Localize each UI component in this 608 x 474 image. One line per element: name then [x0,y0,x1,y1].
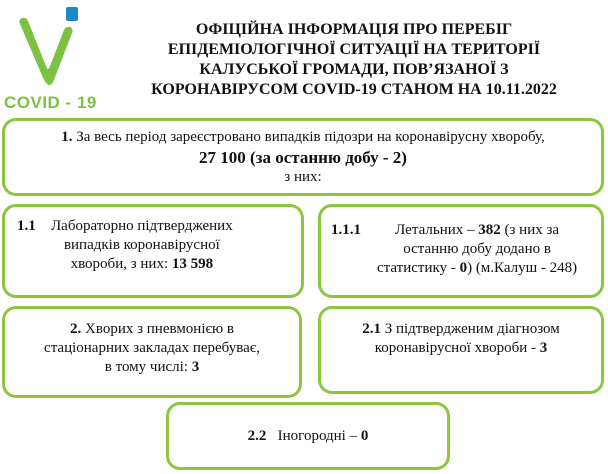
covid-v-logo-icon [12,2,92,92]
lab-confirmed-text: Лабораторно підтверджених [51,218,233,234]
total-cases-value: 27 100 (за останню добу - 2) [199,148,407,167]
title-line: КОРОНАВІРУСОМ COVID-19 СТАНОМ НА 10.11.2022 [151,81,557,98]
item-number: 2.1 [362,321,381,337]
item-number: 1.1.1 [331,222,361,238]
covid-logo [2,2,102,114]
lab-confirmed-box [2,204,304,298]
non-residents-label: Іногородні – [277,428,358,444]
page-title [104,20,604,100]
lab-confirmed-text: випадків коронавірусної [63,237,220,253]
total-cases-box [2,118,604,196]
lab-confirmed-text: хвороби, з них: [70,256,169,272]
total-cases-suffix: з них: [284,169,322,185]
confirmed-diagnosis-text: коронавірусної хвороби - [374,340,536,356]
deaths-text: статистику - [377,260,456,276]
pneumonia-text: Хворих з пневмонією в [85,321,234,337]
confirmed-diagnosis-text: З підтвердженим діагнозом [384,321,560,337]
non-residents-value: 0 [360,428,369,444]
pneumonia-text: в тому числі: [104,359,188,375]
title-line: ОФІЦІЙНА ІНФОРМАЦІЯ ПРО ПЕРЕБІГ [195,21,513,38]
deaths-box [318,204,604,298]
deaths-text: останню добу додано в [403,241,551,257]
title-line: ЕПІДЕМІОЛОГІЧНОЇ СИТУАЦІЇ НА ТЕРИТОРІЇ [167,41,541,58]
deaths-city: (м.Калуш - 248) [475,260,578,276]
item-number: 2.2 [247,428,267,444]
pneumonia-text: стаціонарних закладах перебуває, [44,340,260,356]
item-number: 2. [70,321,82,337]
deaths-label: Летальних – [395,222,475,238]
deaths-text: (з них за [504,222,560,238]
lab-confirmed-value: 13 598 [171,256,214,272]
confirmed-diagnosis-box [318,306,604,394]
deaths-added-value: 0 [459,260,468,276]
non-residents-box [166,402,450,470]
pneumonia-box [2,306,302,398]
deaths-text: ) [467,260,473,276]
confirmed-diagnosis-value: 3 [539,340,548,356]
item-number: 1.1 [17,218,36,234]
logo-text: COVID - 19 [4,93,97,112]
item-number: 1. [61,129,73,145]
title-line: КАЛУСЬКОЇ ГРОМАДИ, ПОВ’ЯЗАНОЇ З [199,61,509,78]
deaths-value: 382 [478,222,501,238]
total-cases-text: За весь період зареєстровано випадків підозри на коронавірусну хворобу, [76,129,545,145]
pneumonia-value: 3 [191,359,200,375]
